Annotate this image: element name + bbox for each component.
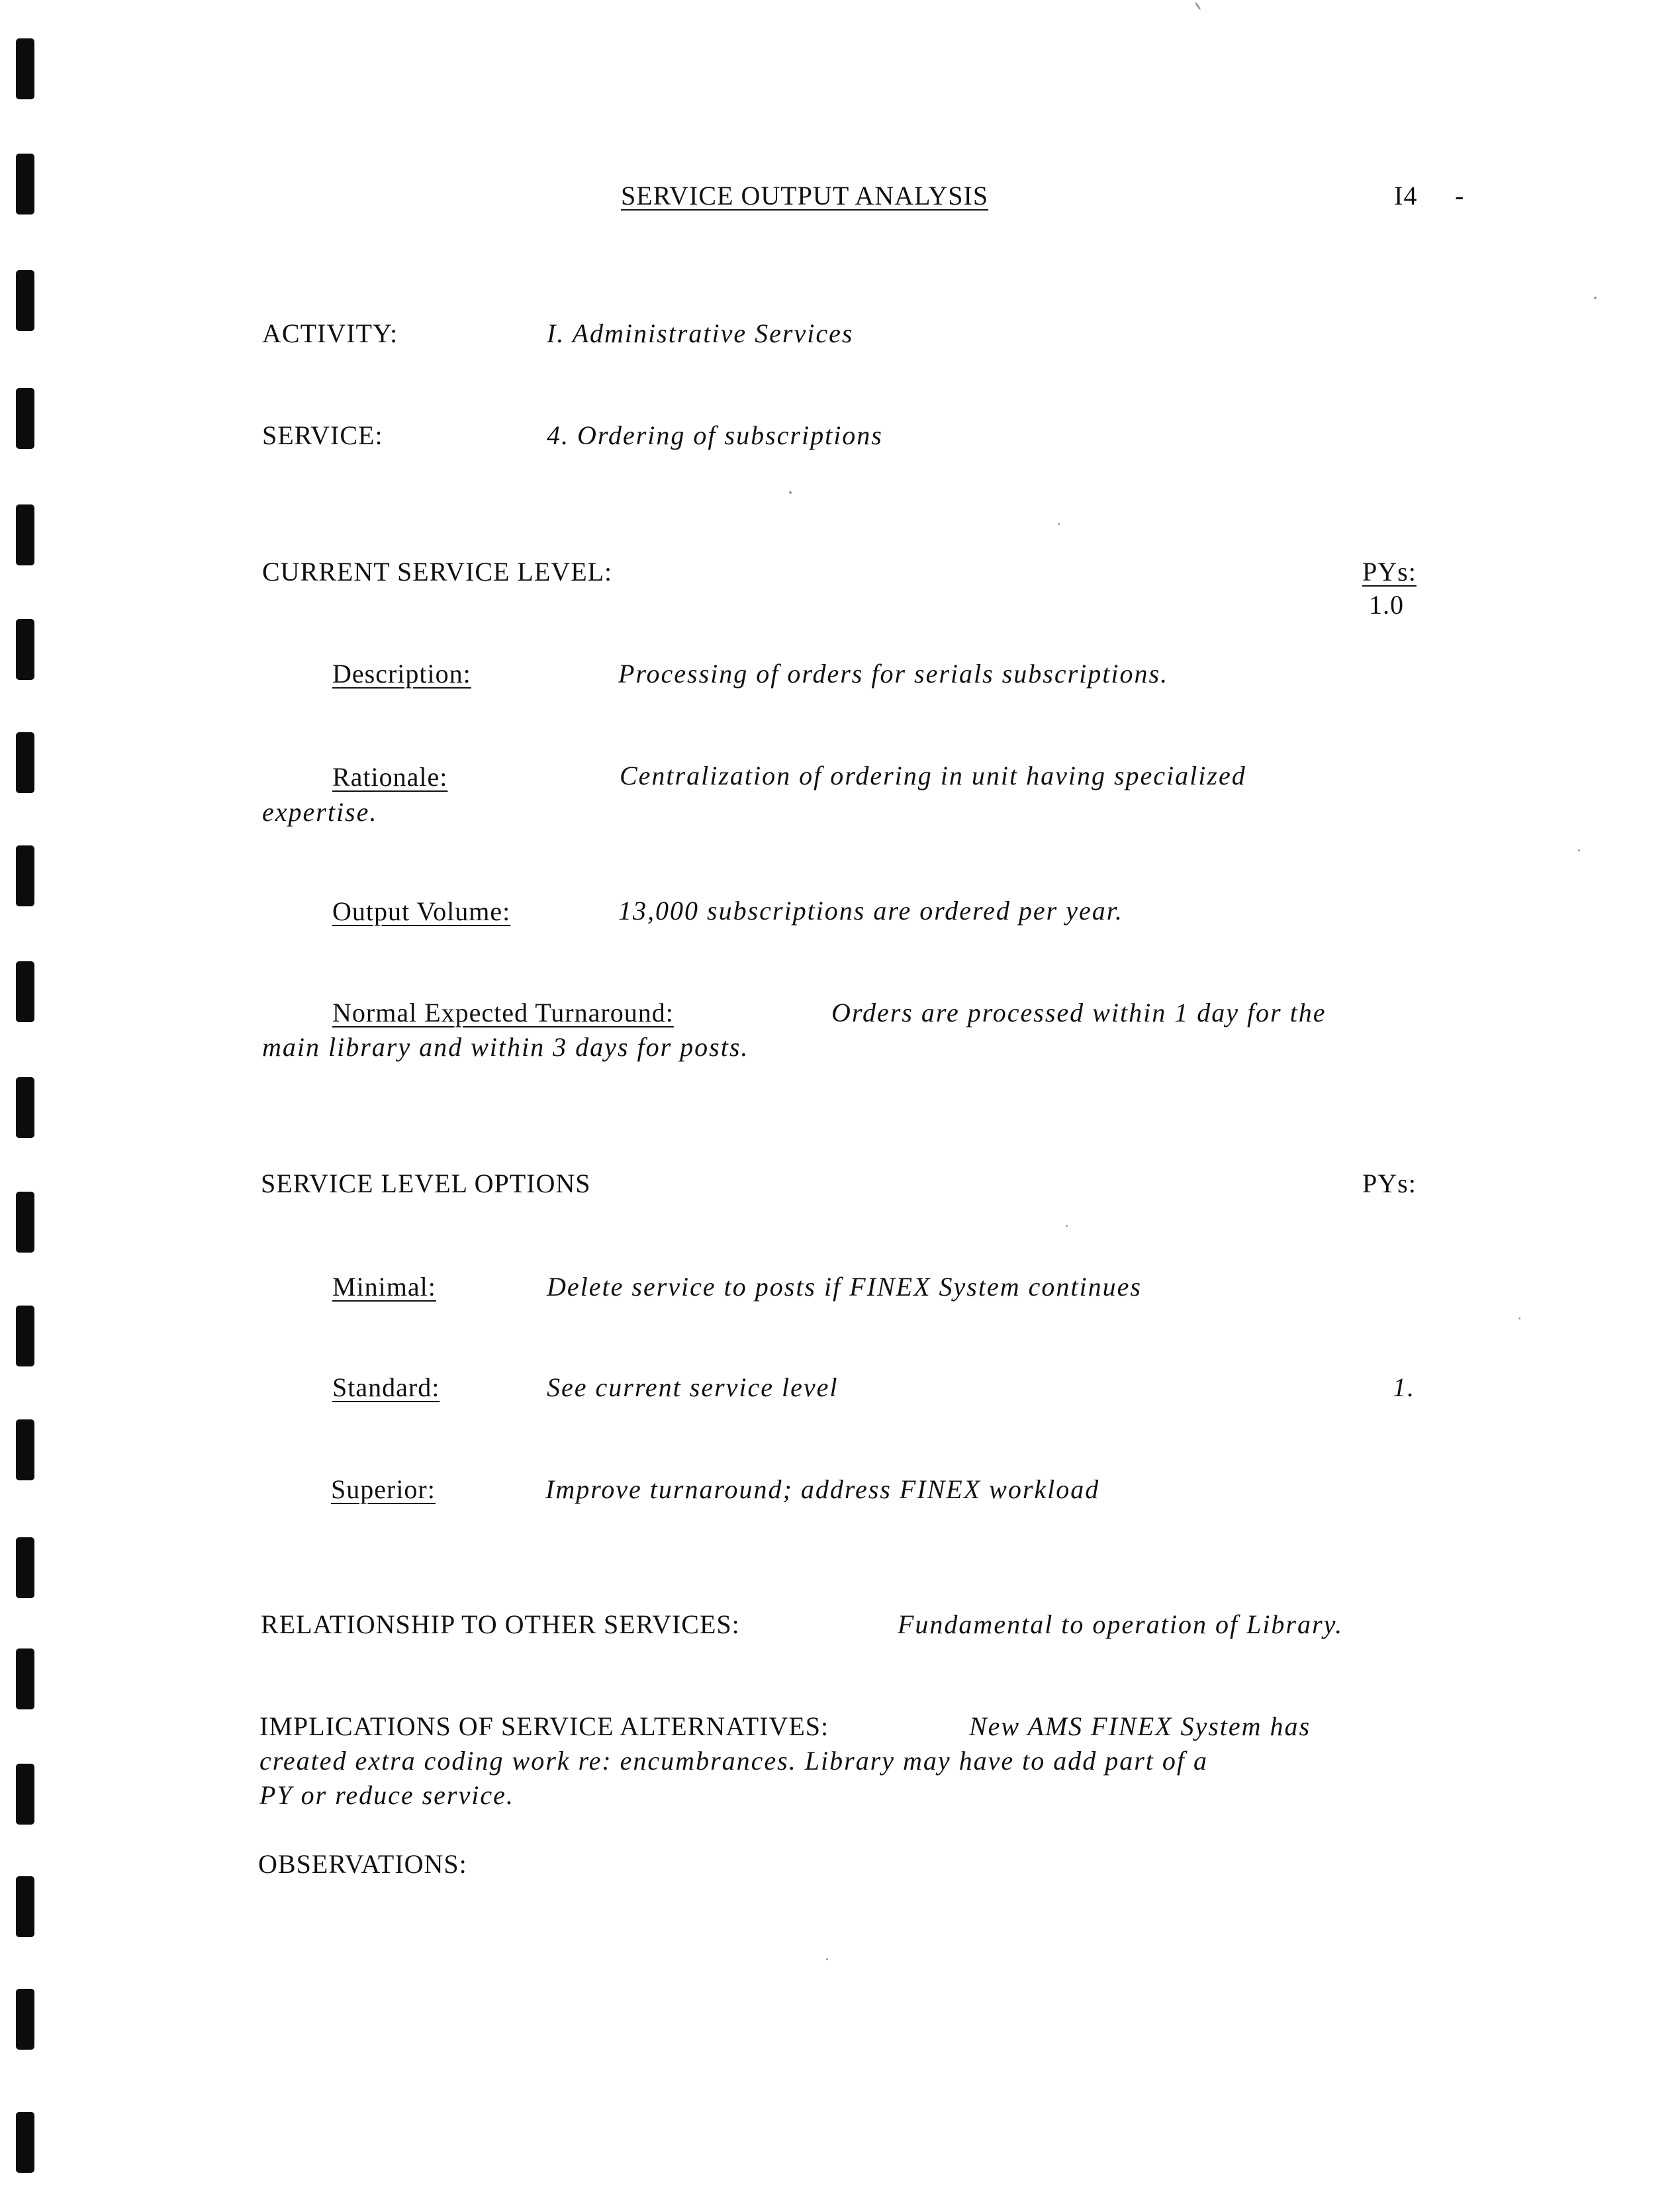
scan-speck [789,491,792,494]
output-volume-value: 13,000 subscriptions are ordered per year. [618,896,1123,926]
standard-pys: 1. [1393,1372,1415,1402]
page-number: I4 [1394,181,1418,211]
scan-speck [826,1958,828,1960]
scan-speck [1194,1,1201,10]
service-label: SERVICE: [262,420,383,450]
superior-label: Superior: [331,1474,436,1504]
minimal-label: Minimal: [332,1272,436,1302]
scan-speck [1518,1317,1520,1319]
implications-label: IMPLICATIONS OF SERVICE ALTERNATIVES: [259,1711,829,1741]
turnaround-value-line2: main library and within 3 days for posts. [262,1032,749,1062]
implications-value-line3: PY or reduce service. [259,1780,514,1810]
minimal-value: Delete service to posts if FINEX System continues [547,1272,1142,1302]
page-dash: - [1455,181,1465,211]
output-volume-label: Output Volume: [332,896,511,926]
binding-mark [16,845,34,906]
binding-mark [16,504,34,565]
binding-mark [16,2112,34,2173]
binding-mark [16,619,34,680]
standard-value: See current service level [547,1372,839,1402]
binding-mark [16,270,34,331]
scan-speck [1058,523,1060,525]
turnaround-label: Normal Expected Turnaround: [332,998,674,1027]
page-title: SERVICE OUTPUT ANALYSIS [621,181,989,211]
scan-speck [1578,849,1580,851]
description-label: Description: [332,659,471,689]
binding-mark [16,961,34,1022]
rationale-label: Rationale: [332,762,448,792]
options-pys-label: PYs: [1362,1169,1417,1198]
current-service-level-heading: CURRENT SERVICE LEVEL: [262,557,613,587]
standard-label: Standard: [332,1372,440,1402]
binding-mark [16,1537,34,1598]
binding-mark [16,1648,34,1709]
implications-value-line2: created extra coding work re: encumbrances. Library may have to add part of a [259,1746,1209,1776]
binding-mark [16,1306,34,1366]
binding-mark [16,732,34,793]
activity-label: ACTIVITY: [262,318,398,348]
activity-value: I. Administrative Services [547,318,854,348]
binding-mark [16,1764,34,1825]
superior-value: Improve turnaround; address FINEX workload [545,1474,1100,1504]
turnaround-value-line1: Orders are processed within 1 day for the [831,998,1327,1027]
implications-value-line1: New AMS FINEX System has [969,1711,1311,1741]
rationale-value-line2: expertise. [262,797,378,827]
scan-speck [1594,297,1597,299]
description-value: Processing of orders for serials subscriptions. [618,659,1169,689]
binding-mark [16,1419,34,1480]
binding-mark [16,1876,34,1937]
service-level-options-heading: SERVICE LEVEL OPTIONS [261,1169,591,1198]
binding-mark [16,154,34,215]
relationship-value: Fundamental to operation of Library. [898,1609,1344,1639]
binding-mark [16,1192,34,1253]
binding-mark [16,38,34,99]
scan-speck [1066,1225,1068,1227]
binding-mark [16,1077,34,1138]
binding-mark [16,1989,34,2050]
observations-label: OBSERVATIONS: [258,1849,467,1879]
current-pys-label: PYs: [1362,557,1417,587]
relationship-label: RELATIONSHIP TO OTHER SERVICES: [261,1609,740,1639]
binding-mark [16,388,34,449]
rationale-value-line1: Centralization of ordering in unit having specialized [620,761,1246,790]
current-pys-value: 1.0 [1369,590,1404,620]
service-value: 4. Ordering of subscriptions [547,420,883,450]
